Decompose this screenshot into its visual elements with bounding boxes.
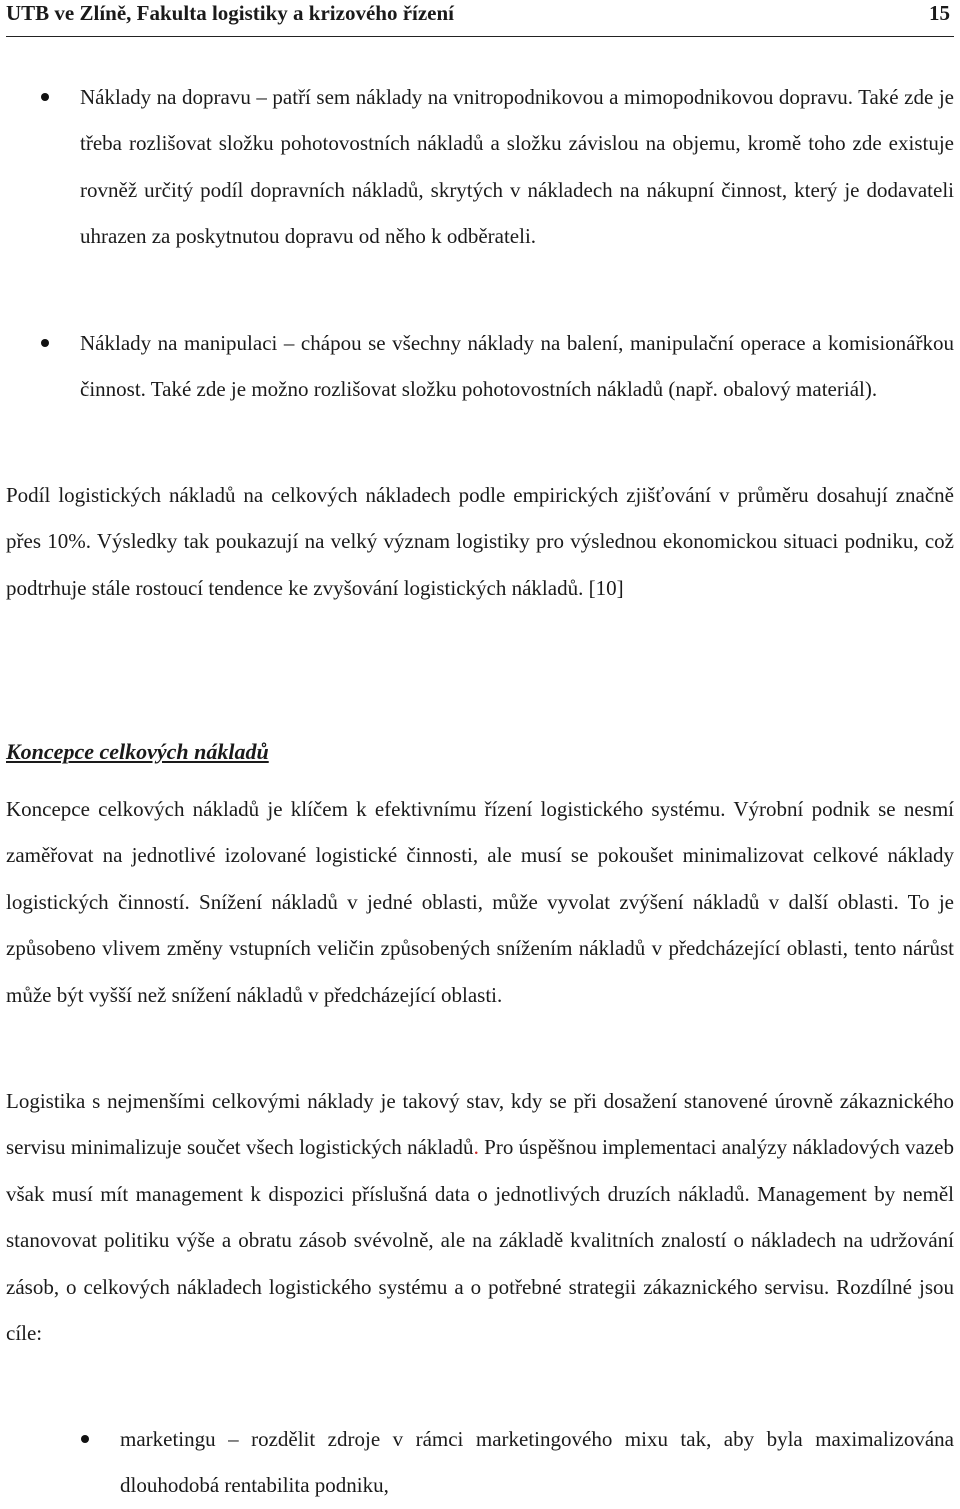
- bullet-text: marketingu – rozdělit zdroje v rámci marketingového mixu tak, aby byla maximalizována dlouhodobá rentabilita podniku,: [120, 1427, 954, 1498]
- paragraph-text-a: Logistika s nejmenšími celkovými náklady je takový stav, kdy se při dosažení stanovené úrovně zákaznického servisu minimalizuje součet všech logistických nákladů: [6, 1089, 954, 1160]
- bullet-text: Náklady na dopravu – patří sem náklady na vnitropodnikovou a mimopodnikovou dopravu. Také zde je třeba rozlišovat složku pohotovostních nákladů a složku závislou na objemu, kromě toho zde existuje rovněž určitý podíl dopravních nákladů, skrytých v nákladech na nákupní činnost, který je dodavateli uhrazen za poskytnutou dopravu od něho k odběrateli.: [80, 85, 954, 249]
- bullet-item-marketing: [120, 1416, 954, 1509]
- paragraph-minimal-cost: [6, 1078, 954, 1356]
- paragraph-total-cost-concept: Koncepce celkových nákladů je klíčem k efektivnímu řízení logistického systému. Výrobní podnik se nesmí zaměřovat na jednotlivé izolované logistické činnosti, ale musí se pokoušet minimalizovat celkové náklady logistických činností. Snížení nákladů v jedné oblasti, může vyvolat zvýšení nákladů v další oblasti. To je způsobeno vlivem změny vstupních veličin způsobených snížením nákladů v předcházející oblasti, tento nárůst může být vyšší než snížení nákladů v předcházející oblasti.: [6, 797, 954, 1007]
- header-title: UTB ve Zlíně, Fakulta logistiky a krizového řízení: [6, 1, 455, 25]
- bullet-dot-icon: [41, 93, 49, 101]
- paragraph-logistics-share: Podíl logistických nákladů na celkových nákladech podle empirických zjišťování v průměru dosahují značně přes 10%. Výsledky tak poukazují na velký význam logistiky pro výslednou ekonomickou situaci podniku, což podtrhuje stále rostoucí tendence ke zvyšování logistických nákladů. [10]: [6, 483, 954, 600]
- section-heading: Koncepce celkových nákladů: [6, 739, 269, 764]
- bullet-dot-icon: [41, 339, 49, 347]
- page-number: 15: [929, 1, 950, 25]
- bullet-item-transport-costs: [80, 74, 954, 260]
- bullet-text: Náklady na manipulaci – chápou se všechny náklady na balení, manipulační operace a komisionářkou činnost. Také zde je možno rozlišovat složku pohotovostních nákladů (např. obalový materiál).: [80, 331, 954, 402]
- page-header: [6, 0, 954, 37]
- bullet-dot-icon: [81, 1435, 89, 1443]
- paragraph-text-b: Pro úspěšnou implementaci analýzy nákladových vazeb však musí mít management k dispozici příslušná data o jednotlivých druzích nákladů. Management by neměl stanovovat politiku výše a obratu zásob svévolně, ale na základě kvalitních znalostí o nákladech na udržování zásob, o celkových nákladech logistického systému a o potřebné strategii zákaznického servisu. Rozdílné jsou cíle:: [6, 1135, 954, 1346]
- red-period-mark: .: [473, 1135, 479, 1160]
- bullet-item-handling-costs: [80, 320, 954, 413]
